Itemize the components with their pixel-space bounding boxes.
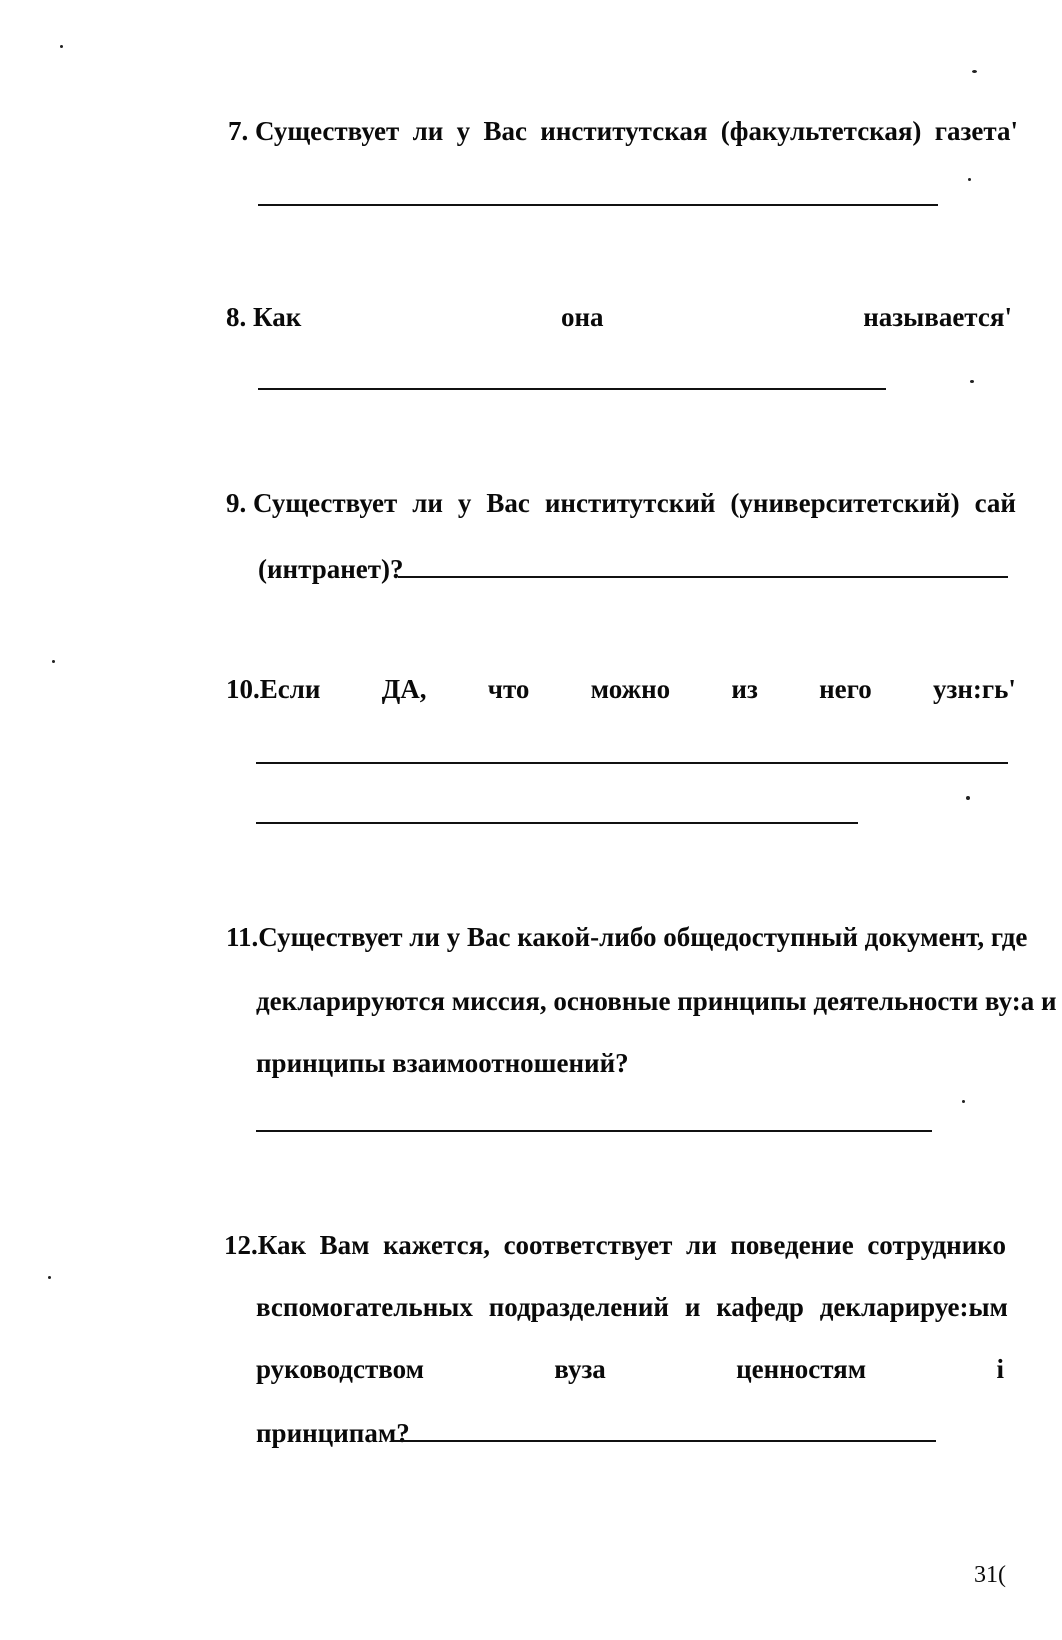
- word: можно: [590, 674, 671, 704]
- word: и: [684, 1292, 701, 1322]
- scan-speck: [962, 1100, 965, 1103]
- question-10-text: [226, 672, 1016, 706]
- question-11-text-3: принципы взаимоотношений?: [256, 1048, 629, 1078]
- word: Вам: [319, 1230, 370, 1260]
- question-11-text-1: 11.Существует ли у Вас какой-либо общедоступный документ, где: [226, 922, 1028, 952]
- word: что: [487, 674, 530, 704]
- question-11-text-2: декларируются миссия, основные принципы деятельности ву:а и: [256, 986, 1057, 1016]
- word: у: [457, 488, 472, 518]
- word: соответствует: [503, 1230, 673, 1260]
- word: она: [560, 302, 604, 332]
- word: 10.Если: [226, 674, 321, 704]
- word: вспомогательных: [256, 1292, 473, 1322]
- question-12-line4: [256, 1416, 410, 1450]
- word: сотруднико: [867, 1230, 1006, 1260]
- question-9-line2: [258, 552, 404, 586]
- word: поведение: [730, 1230, 854, 1260]
- answer-line-7[interactable]: [258, 204, 938, 206]
- word: узн:гь': [932, 674, 1016, 704]
- answer-line-11[interactable]: [256, 1130, 932, 1132]
- answer-line-9[interactable]: [398, 576, 1008, 578]
- question-9-number-word: [226, 486, 397, 520]
- word: называется': [863, 302, 1012, 332]
- word: него: [819, 674, 872, 704]
- word: из: [731, 674, 758, 704]
- word: кафедр: [716, 1292, 804, 1322]
- answer-line-12[interactable]: [394, 1440, 936, 1442]
- word: сай: [974, 488, 1016, 518]
- word: ли: [412, 488, 443, 518]
- answer-line-10a[interactable]: [256, 762, 1008, 764]
- word: (университетский): [730, 488, 960, 518]
- word: руководством: [256, 1354, 424, 1384]
- question-12-line1: [224, 1228, 1006, 1262]
- word: Вас: [483, 116, 527, 146]
- word: Существует: [255, 116, 400, 146]
- scan-speck: [968, 178, 971, 181]
- word: ли: [412, 116, 444, 146]
- word: (факультетская): [720, 116, 922, 146]
- page-number: 31(: [974, 1562, 1006, 1588]
- scan-speck: [48, 1276, 51, 1279]
- answer-line-8[interactable]: [258, 388, 886, 390]
- word: вуза: [554, 1354, 606, 1384]
- question-11-line3: [256, 1046, 629, 1080]
- question-12-line3: [256, 1352, 1004, 1386]
- question-12-text-4: принципам?: [256, 1418, 410, 1448]
- question-9-text: [226, 486, 1016, 520]
- question-11-line2: [256, 984, 1057, 1018]
- word: декларируе:ым: [819, 1292, 1008, 1322]
- word: Как: [253, 302, 302, 332]
- word: институтская: [540, 116, 708, 146]
- question-7-text: [228, 114, 1018, 148]
- word: газета': [934, 116, 1018, 146]
- question-number: 8.: [226, 302, 247, 332]
- question-12-line2: [256, 1290, 1008, 1324]
- question-7-number-word: [228, 114, 399, 148]
- answer-line-10b[interactable]: [256, 822, 858, 824]
- word: Существует: [253, 488, 398, 518]
- question-number: 9.: [226, 488, 247, 518]
- scan-speck: [52, 660, 55, 663]
- word: ценностям: [736, 1354, 867, 1384]
- scan-speck: [972, 70, 977, 73]
- scan-speck: [970, 380, 974, 383]
- question-9-continuation: (интранет)?: [258, 554, 404, 584]
- question-8-text: [226, 300, 1012, 334]
- word: і: [996, 1354, 1004, 1384]
- word: ДА,: [381, 674, 427, 704]
- word: Вас: [486, 488, 530, 518]
- scan-speck: [60, 45, 63, 48]
- scan-speck: [966, 796, 970, 800]
- word: подразделений: [488, 1292, 669, 1322]
- question-11-line1: [226, 920, 1027, 954]
- question-number: 7.: [228, 116, 249, 146]
- word: 12.Как: [224, 1230, 307, 1260]
- word: ли: [686, 1230, 717, 1260]
- word: институтский: [544, 488, 716, 518]
- word: кажется,: [383, 1230, 490, 1260]
- word: у: [456, 116, 471, 146]
- question-8-number-word: [226, 300, 301, 334]
